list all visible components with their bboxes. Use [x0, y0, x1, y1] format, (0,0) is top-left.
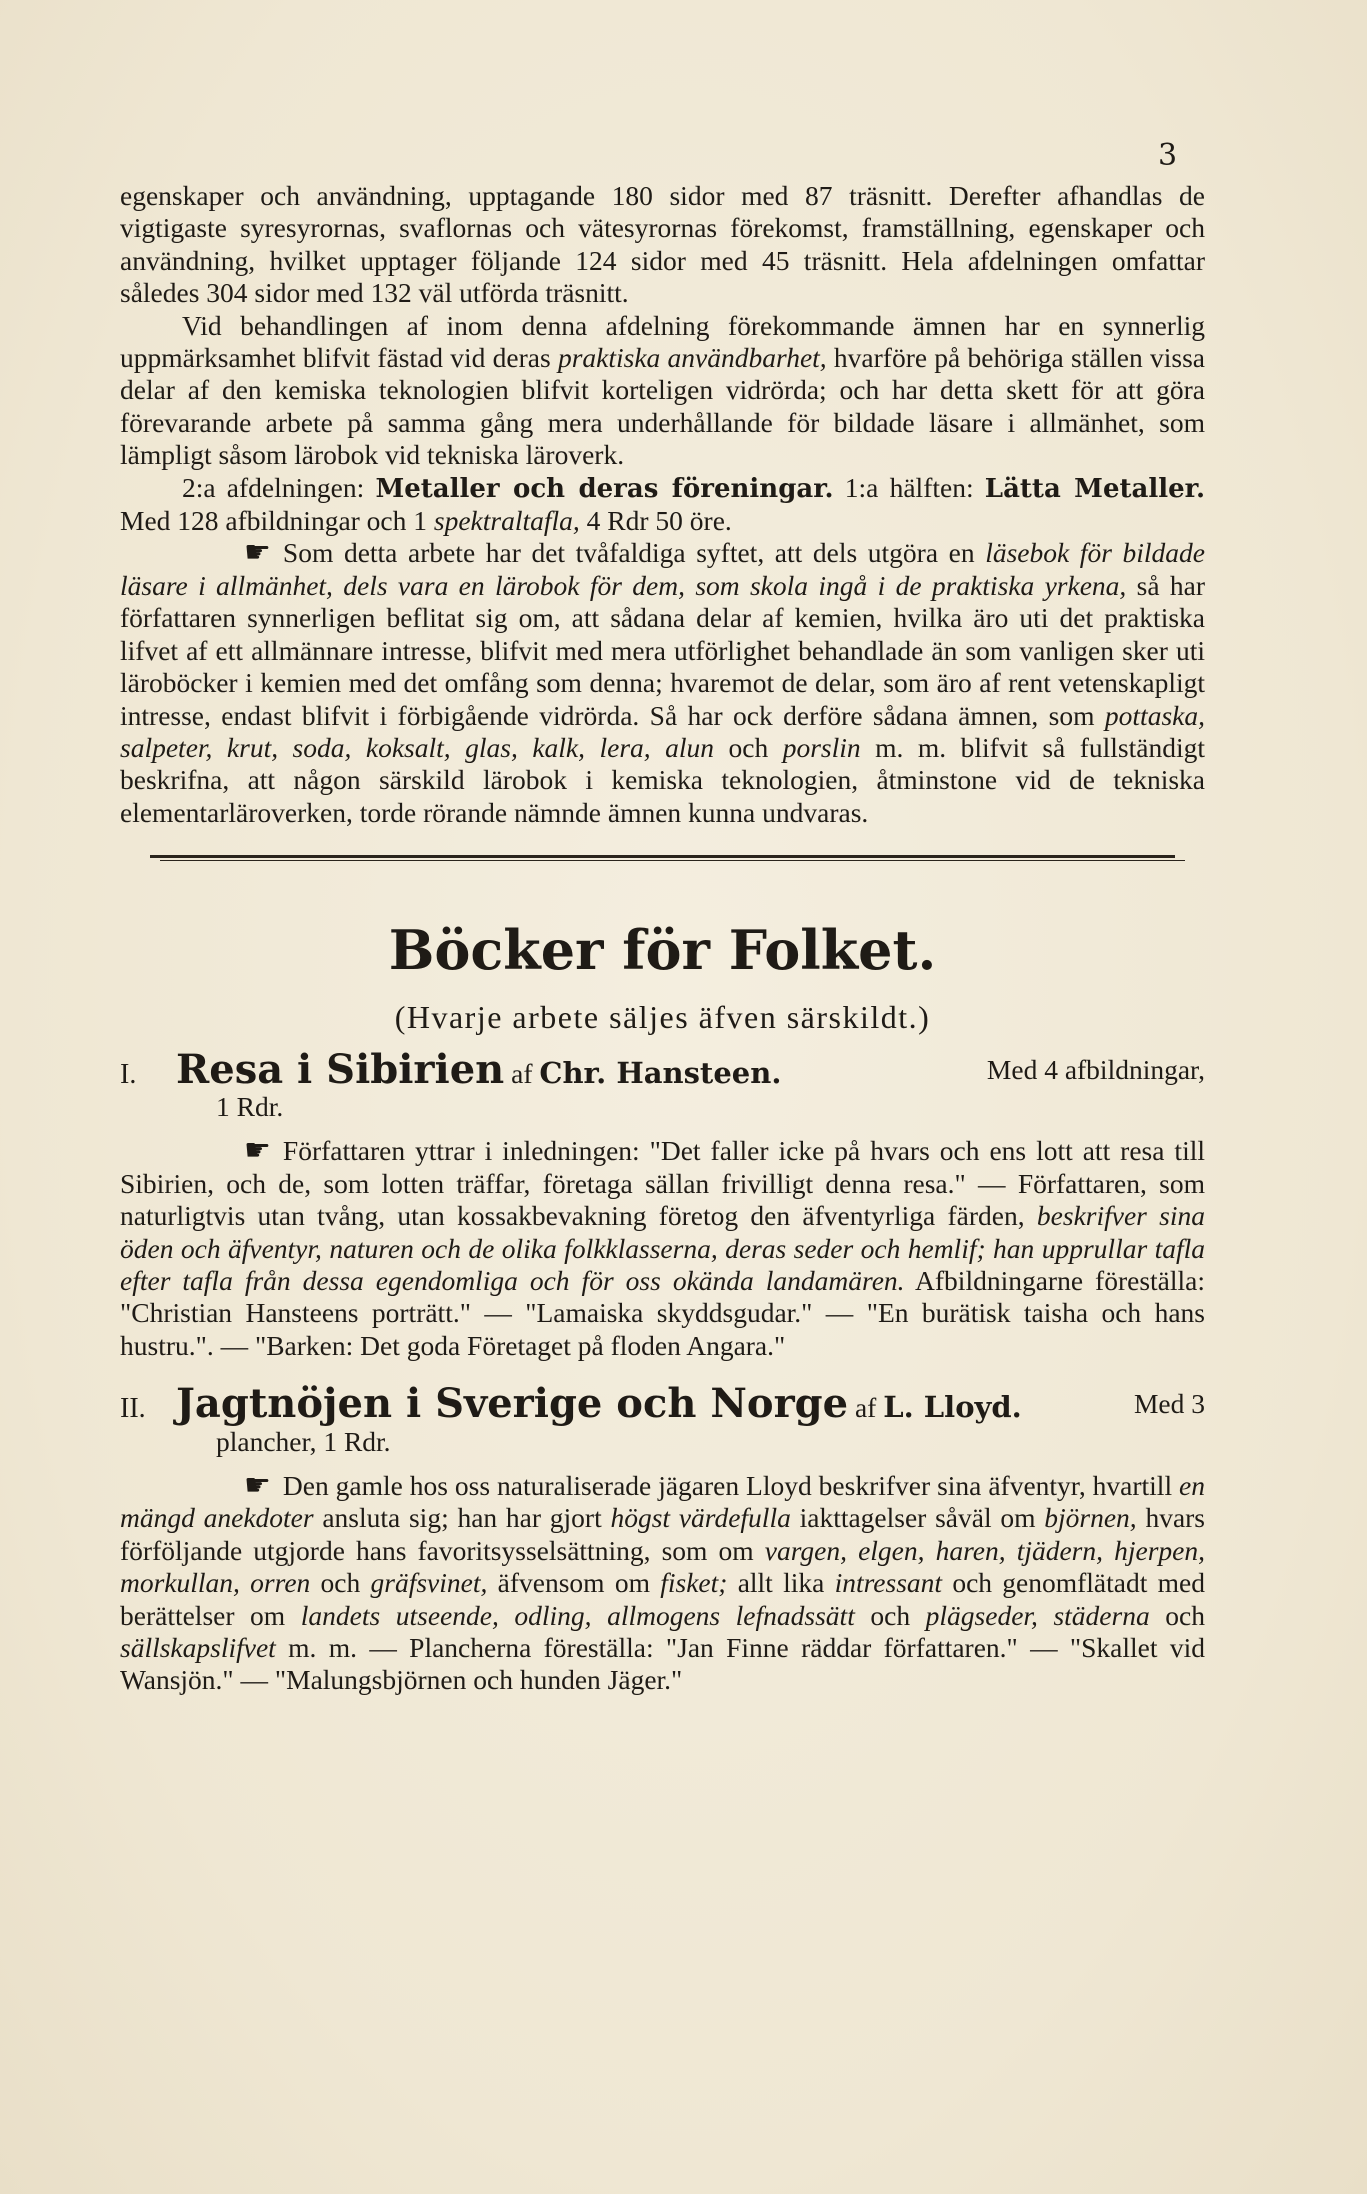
emphasis: björnen, — [1044, 1502, 1137, 1534]
intro-paragraph-1: egenskaper och användning, upptagande 180 sidor med 87 träsnitt. Derefter afhandlas de vigtigaste syresyrornas, svaflornas och vätesyrornas förekomst, framställning, egenskaper och användning, hvilket upptager följande 124 sidor med 45 träsnitt. Hela afdelningen omfattar således 304 sidor med 132 väl utförda träsnitt. — [120, 180, 1205, 309]
intro-paragraph-4 — [120, 537, 1205, 829]
text-run: och — [854, 1599, 926, 1631]
book-author: Chr. Hansteen. — [539, 1055, 782, 1090]
text-run: Författaren yttrar i inledningen: "Det faller icke på hvars och ens lott att resa till Sibirien, och de, som lotten träffar, företaga sällan frivilligt denna resa." — Författaren, som naturligtvis utan tvång, utan kossakbevakning företog den äfventyrliga färden, — [120, 1135, 1205, 1232]
text-run: Vid behandlingen af inom denna afdelning förekommande ämnen har en synnerlig uppmärksamhet blifvit fästad vid deras — [120, 309, 1205, 374]
text-run: och genomflätadt med berättelser om — [120, 1567, 1205, 1631]
bold-title: Metaller och deras föreningar. — [375, 473, 834, 504]
pointing-hand-icon: ☛ — [244, 1134, 269, 1168]
text-run: m. m. blifvit så fullständigt beskrifna, att någon särskild lärobok i kemiska teknologien, åtminstone vid de tekniska elementarläroverken, torde rörande nämnde ämnen kunna undvaras. — [120, 731, 1205, 828]
text-run: m. m. — Plancherna föreställa: "Jan Finne räddar författaren." — "Skallet vid Wansjön." — "Malungsbjörnen och hunden Jäger." — [120, 1632, 1205, 1696]
emphasis: pottaska, salpeter, krut, soda, koksalt, glas, kalk, lera, alun — [120, 699, 1205, 763]
text-run: Afbildningarne föreställa: "Christian Hansteens porträtt." — "Lamaiska skyddsgudar." — "En burätisk taisha och hans hustru.". — "Barken: Det goda Företaget på floden Angara." — [120, 1264, 1205, 1361]
emphasis: porslin — [782, 731, 861, 763]
book-title: Resa i Sibirien — [176, 1045, 505, 1093]
author-prefix: af — [854, 1392, 877, 1424]
book-entry-1-description — [120, 1135, 1205, 1362]
section-subtitle: (Hvarje arbete säljes äfven särskildt.) — [394, 999, 931, 1036]
text-run: Med 128 afbildningar och 1 — [120, 505, 434, 537]
text-run: iakttagelser såväl om — [790, 1502, 1045, 1534]
entry-numeral: I. — [120, 1058, 137, 1090]
text-run: allt lika — [727, 1567, 835, 1599]
text-run: 1:a hälften: — [833, 471, 985, 503]
intro-paragraph-3 — [120, 472, 1205, 538]
page-body — [120, 180, 1205, 1697]
page-number: 3 — [1158, 138, 1178, 173]
emphasis: en mängd anekdoter — [120, 1470, 1205, 1534]
emphasis: gräfsvinet, — [370, 1567, 488, 1599]
text-run: 2:a afdelningen: — [182, 471, 376, 503]
emphasis: sällskapslifvet — [120, 1632, 276, 1664]
text-run: hvars förföljande utgjorde hans favoritsysselsättning, som om — [120, 1502, 1206, 1566]
text-run: och — [310, 1567, 371, 1599]
book-entry-2-description — [120, 1470, 1205, 1697]
text-run: Som detta arbete har det tvåfaldiga syftet, att dels utgöra en — [282, 537, 986, 569]
intro-paragraph-2 — [120, 310, 1205, 472]
text-run: hvarföre på behöriga ställen vissa delar af den kemiska teknologien blifvit korteligen vidrörda; och har detta skett för att göra förevarande arbete på samma gång mera underhållande för bildade läsare i allmänhet, som lämpligt såsom lärobok vid tekniska läroverk. — [120, 342, 1205, 471]
section-divider-thin — [160, 860, 1185, 861]
book-entry-1-heading — [120, 1045, 1205, 1093]
emphasis: beskrifver sina öden och äfventyr, naturen och de olika folkklasserna, deras seder och hemlif; han upprullar tafla efter tafla från dessa egendomliga och för oss okända landamären. — [120, 1200, 1205, 1296]
emphasis: plägseder, städerna — [925, 1599, 1150, 1631]
text-run: Den gamle hos oss naturaliserade jägaren Lloyd beskrifver sina äfventyr, hvartill — [282, 1470, 1180, 1501]
emphasis: läsebok för bildade läsare i allmänhet, dels vara en lärobok för dem, som skola ingå i de praktiska yrkena, — [120, 537, 1205, 601]
book-price: 1 Rdr. — [216, 1090, 284, 1122]
book-details: Med 4 afbildningar, — [986, 1053, 1205, 1085]
emphasis: intressant — [834, 1567, 943, 1599]
author-prefix: af — [511, 1057, 533, 1089]
section-divider — [150, 855, 1175, 858]
text-run: och — [1149, 1599, 1205, 1631]
emphasis: högst värdefulla — [610, 1502, 791, 1534]
book-price: plancher, 1 Rdr. — [216, 1425, 391, 1457]
emphasis: vargen, elgen, haren, tjädern, hjerpen, morkullan, orren — [120, 1534, 1205, 1599]
book-title: Jagtnöjen i Sverige och Norge — [176, 1380, 849, 1428]
emphasis: praktiska användbarhet, — [557, 342, 827, 374]
pointing-hand-icon: ☛ — [244, 1469, 269, 1502]
text-run: ansluta sig; han har gjort — [313, 1502, 611, 1534]
emphasis: fisket; — [660, 1567, 728, 1599]
text-run: så har författaren synnerligen beflitat sig om, att sådana delar af kemien, hvilka äro uti det praktiska lifvet af ett allmännare intresse, blifvit med mera utförlighet behandlade än som vanligen sker uti läroböcker i kemien med det omfång som denna; hvaremot de delar, som äro af rent vetenskapligt intresse, endast blifvit i förbigående vidrörda. Så har ock derföre sådana ämnen, som — [120, 569, 1205, 731]
section-title: Böcker för Folket. — [388, 918, 937, 983]
text-run: äfvensom om — [487, 1567, 661, 1599]
book-author: L. Lloyd. — [883, 1390, 1022, 1425]
pointing-hand-icon: ☛ — [244, 536, 269, 570]
text-run: och — [714, 731, 783, 763]
entry-numeral: II. — [120, 1393, 146, 1425]
emphasis: spektraltafla, — [433, 505, 580, 537]
text-run: 4 Rdr 50 öre. — [579, 505, 732, 537]
book-entry-2-heading — [120, 1380, 1205, 1428]
emphasis: landets utseende, odling, allmogens lefnadssätt — [300, 1599, 855, 1631]
bold-title: Lätta Metaller. — [984, 473, 1206, 504]
book-details: Med 3 — [1133, 1388, 1205, 1420]
